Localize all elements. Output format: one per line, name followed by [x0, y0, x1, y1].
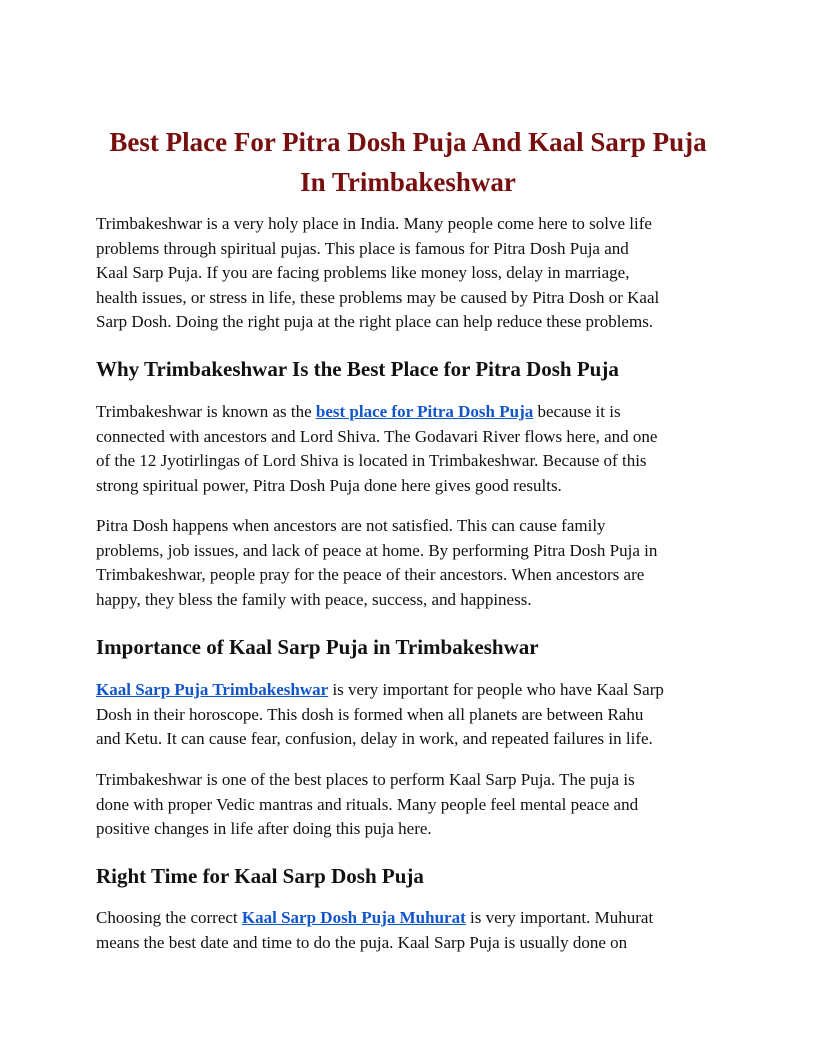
intro-line: Kaal Sarp Puja. If you are facing problems like money loss, delay in marriage,	[96, 263, 630, 283]
best-place-pitra-dosh-link[interactable]: best place for Pitra Dosh Puja	[315, 402, 534, 421]
paragraph-line	[96, 678, 736, 703]
paragraph-line: connected with ancestors and Lord Shiva. The Godavari River flows here, and one	[96, 426, 658, 446]
text-run: is very important. Muhurat	[465, 908, 654, 927]
right-time-paragraph	[96, 906, 736, 955]
paragraph-line: Trimbakeshwar, people pray for the peace of their ancestors. When ancestors are	[96, 565, 645, 585]
text-run: Choosing the correct	[96, 908, 242, 927]
intro-line: Sarp Dosh. Doing the right puja at the right place can help reduce these problems.	[96, 312, 654, 332]
paragraph-line: of the 12 Jyotirlingas of Lord Shiva is located in Trimbakeshwar. Because of this	[96, 451, 647, 471]
page-title	[96, 122, 720, 202]
text-run: is very important for people who have Kaal Sarp	[328, 680, 664, 699]
paragraph-line: Dosh in their horoscope. This dosh is formed when all planets are between Rahu	[96, 704, 644, 724]
section-heading-kaal-sarp-importance: Importance of Kaal Sarp Puja in Trimbakeshwar	[96, 635, 539, 659]
page-title-line-2: In Trimbakeshwar	[300, 167, 516, 197]
kaal-sarp-paragraph-1	[96, 678, 736, 752]
page-title-line-1: Best Place For Pitra Dosh Puja And Kaal Sarp Puja	[109, 127, 707, 157]
intro-line: problems through spiritual pujas. This place is famous for Pitra Dosh Puja and	[96, 238, 629, 258]
kaal-sarp-paragraph-2	[96, 768, 736, 842]
paragraph-line: and Ketu. It can cause fear, confusion, delay in work, and repeated failures in life.	[96, 729, 653, 749]
paragraph-line: strong spiritual power, Pitra Dosh Puja done here gives good results.	[96, 475, 562, 495]
paragraph-line: problems, job issues, and lack of peace at home. By performing Pitra Dosh Puja in	[96, 540, 658, 560]
kaal-sarp-puja-trimbakeshwar-link[interactable]: Kaal Sarp Puja Trimbakeshwar	[96, 680, 329, 699]
pitra-dosh-paragraph-2	[96, 514, 736, 612]
intro-line: Trimbakeshwar is a very holy place in India. Many people come here to solve life	[96, 214, 652, 233]
paragraph-line: done with proper Vedic mantras and rituals. Many people feel mental peace and	[96, 794, 639, 814]
pitra-dosh-paragraph-1	[96, 400, 736, 498]
section-heading-pitra-dosh: Why Trimbakeshwar Is the Best Place for Pitra Dosh Puja	[96, 357, 619, 381]
paragraph-line: Pitra Dosh happens when ancestors are not satisfied. This can cause family	[96, 516, 606, 535]
paragraph-line: happy, they bless the family with peace, success, and happiness.	[96, 589, 532, 609]
paragraph-line: positive changes in life after doing this puja here.	[96, 819, 432, 839]
section-heading-right-time: Right Time for Kaal Sarp Dosh Puja	[96, 864, 424, 888]
paragraph-line	[96, 906, 736, 931]
text-run: Trimbakeshwar is known as the	[96, 402, 316, 421]
paragraph-line: Trimbakeshwar is one of the best places to perform Kaal Sarp Puja. The puja is	[96, 770, 635, 789]
kaal-sarp-dosh-muhurat-link[interactable]: Kaal Sarp Dosh Puja Muhurat	[241, 908, 466, 927]
text-run: because it is	[533, 402, 621, 421]
paragraph-line	[96, 400, 736, 425]
intro-line: health issues, or stress in life, these problems may be caused by Pitra Dosh or Kaal	[96, 287, 660, 307]
paragraph-line: means the best date and time to do the puja. Kaal Sarp Puja is usually done on	[96, 932, 628, 952]
intro-paragraph	[96, 212, 736, 335]
